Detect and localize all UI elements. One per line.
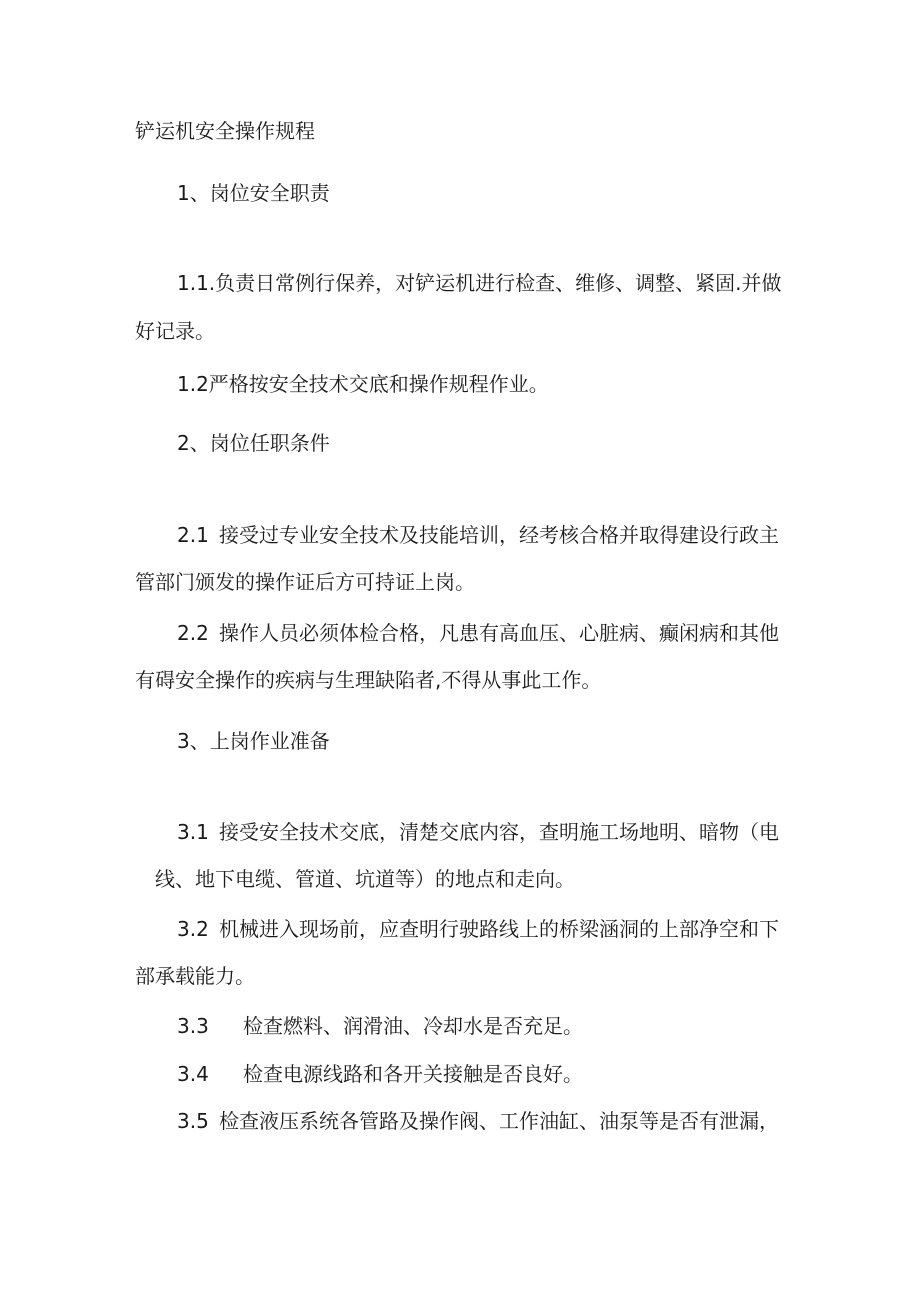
para-3-2-text: 机械进入现场前，应查明行驶路线上的桥梁涵洞的上部净空和下 (219, 917, 779, 941)
para-1-1-line1: 1.1.负责日常例行保养，对铲运机进行检查、维修、调整、紧固.并做 (177, 271, 782, 295)
para-3-5-text: 检查液压系统各管路及操作阀、工作油缸、油泵等是否有泄漏， (219, 1109, 779, 1133)
para-2-1-line2: 管部门颁发的操作证后方可持证上岗。 (135, 570, 475, 594)
para-1-2: 1.2严格按安全技术交底和操作规程作业。 (177, 372, 549, 396)
section-3-heading: 3、上岗作业准备 (177, 729, 330, 753)
para-3-1-line2: 线、地下电缆、管道、坑道等）的地点和走向。 (155, 867, 575, 891)
section-1-heading: 1、岗位安全职责 (177, 181, 330, 205)
para-3-5-number: 3.5 (177, 1109, 209, 1133)
para-2-1-line1 (177, 522, 779, 548)
para-3-3 (177, 1013, 583, 1039)
para-3-3-text: 检查燃料、润滑油、冷却水是否充足。 (243, 1014, 583, 1038)
para-3-1-line1 (177, 819, 779, 845)
section-2-heading: 2、岗位任职条件 (177, 431, 330, 455)
para-2-2-number: 2.2 (177, 621, 209, 645)
para-3-4 (177, 1061, 583, 1087)
para-2-2-line1 (177, 620, 779, 646)
para-3-1-text: 接受安全技术交底，清楚交底内容，查明施工场地明、暗物（电 (219, 820, 779, 844)
para-2-1-number: 2.1 (177, 523, 209, 547)
para-3-1-number: 3.1 (177, 820, 209, 844)
para-3-2-line2: 部承载能力。 (135, 964, 255, 988)
para-2-2-line2: 有碍安全操作的疾病与生理缺陷者,不得从事此工作。 (135, 668, 602, 692)
document-title: 铲运机安全操作规程 (135, 119, 315, 143)
para-1-1-line2: 好记录。 (135, 319, 215, 343)
para-3-4-text: 检查电源线路和各开关接触是否良好。 (243, 1062, 583, 1086)
para-2-2-text: 操作人员必须体检合格，凡患有高血压、心脏病、癫闲病和其他 (219, 621, 779, 645)
para-2-1-text: 接受过专业安全技术及技能培训，经考核合格并取得建设行政主 (219, 523, 779, 547)
para-3-5 (177, 1108, 779, 1134)
para-3-4-number: 3.4 (177, 1062, 209, 1086)
para-3-2-line1 (177, 916, 779, 942)
para-3-2-number: 3.2 (177, 917, 209, 941)
para-3-3-number: 3.3 (177, 1014, 209, 1038)
